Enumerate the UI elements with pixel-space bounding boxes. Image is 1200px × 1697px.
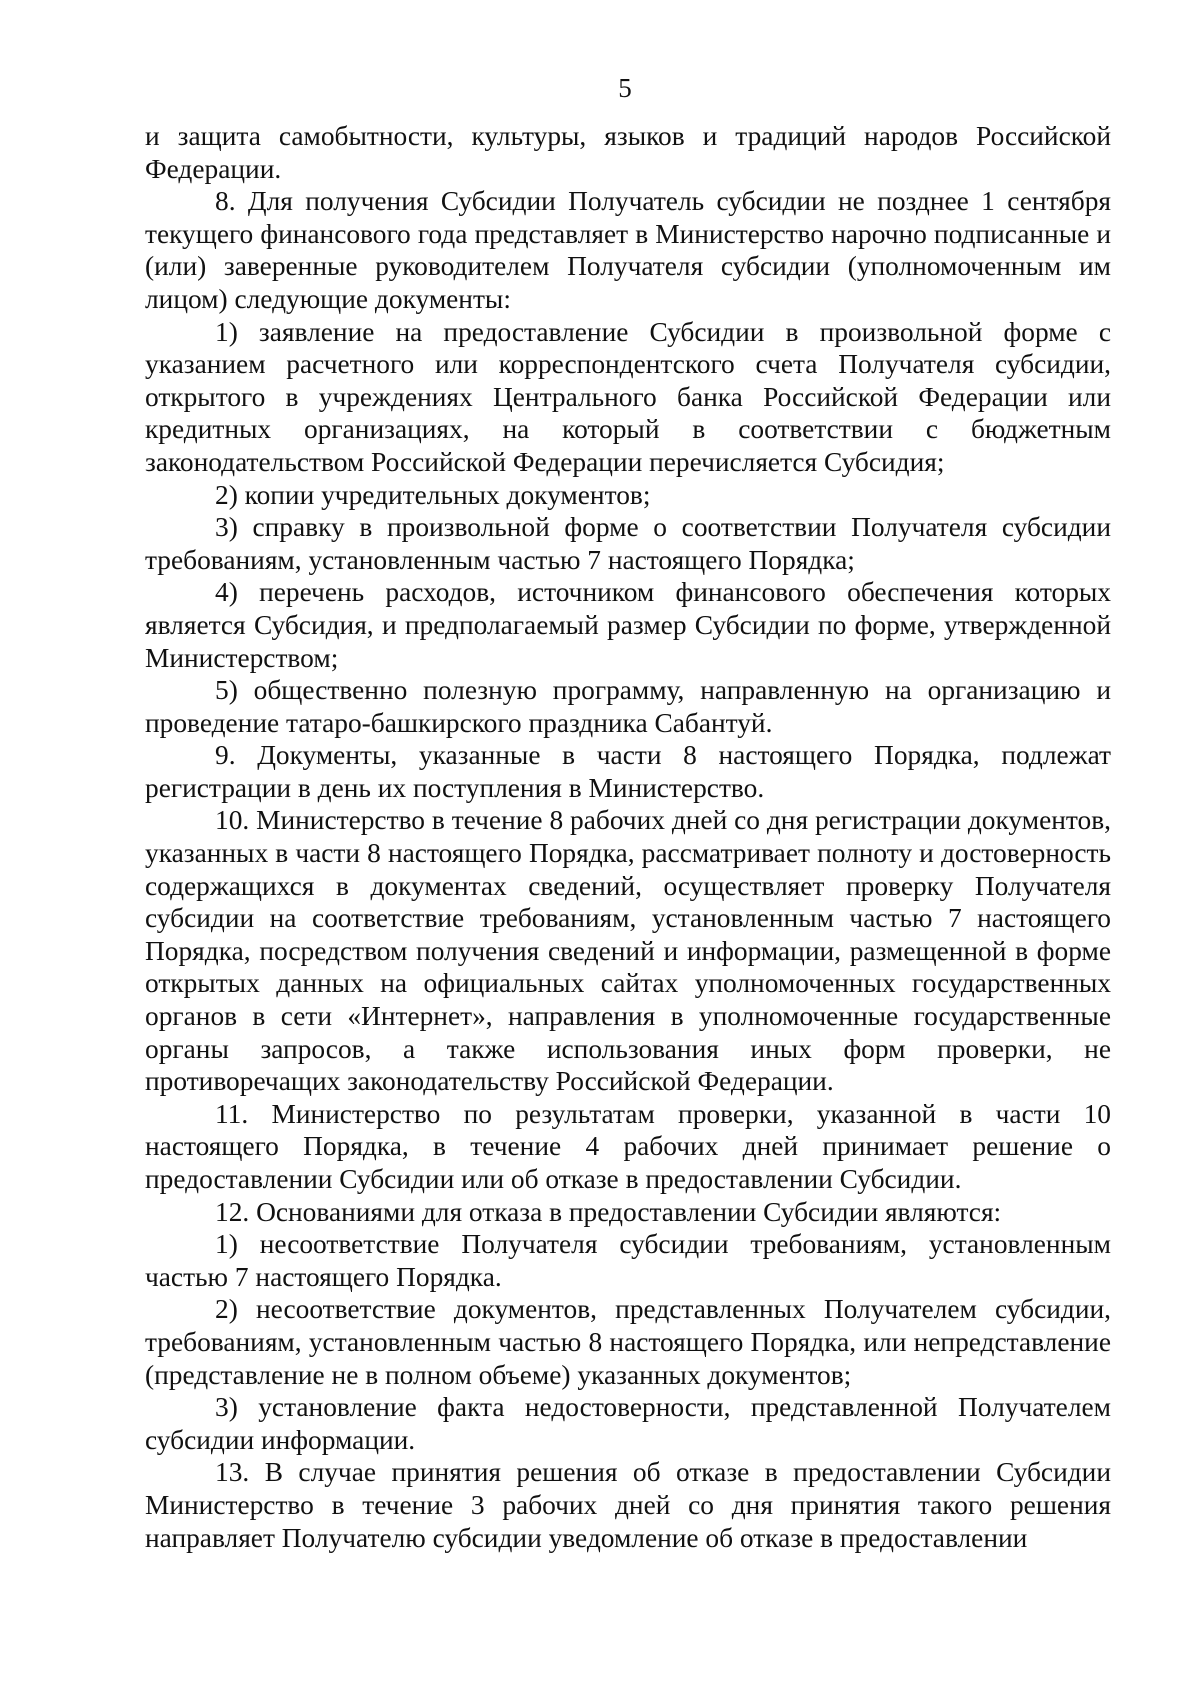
paragraph-item-12: 12. Основаниями для отказа в предоставлении Субсидии являются: xyxy=(215,1196,1002,1227)
paragraph-item-13: 13. В случае принятия решения об отказе в предоставлении Субсидии Министерство в течение 3 рабочих дней со дня принятия такого решения направляет Получателю субсидии уведомление об отказе в предоставлении xyxy=(145,1457,1111,1553)
paragraph-subitem-12-1: 1) несоответствие Получателя субсидии требованиям, установленным частью 7 настоящего Порядка. xyxy=(145,1229,1111,1292)
document-body xyxy=(145,120,1111,1554)
paragraph-continuation: и защита самобытности, культуры, языков и традиций народов Российской Федерации. xyxy=(145,121,1111,184)
paragraph-subitem-12-2: 2) несоответствие документов, представленных Получателем субсидии, требованиям, установленным частью 8 настоящего Порядка, или непредставление (представление не в полном объеме) указанных документов; xyxy=(145,1294,1111,1390)
paragraph-subitem-8-4: 4) перечень расходов, источником финансового обеспечения которых является Субсидия, и предполагаемый размер Субсидии по форме, утвержденной Министерством; xyxy=(145,577,1111,673)
paragraph-item-9: 9. Документы, указанные в части 8 настоящего Порядка, подлежат регистрации в день их поступления в Министерство. xyxy=(145,740,1111,803)
paragraph-item-10: 10. Министерство в течение 8 рабочих дней со дня регистрации документов, указанных в части 8 настоящего Порядка, рассматривает полноту и достоверность содержащихся в документах сведений, осуществляет проверку Получателя субсидии на соответствие требованиям, установленным частью 7 настоящего Порядка, посредством получения сведений и информации, размещенной в форме открытых данных на официальных сайтах уполномоченных государственных органов в сети «Интернет», направления в уполномоченные государственные органы запросов, а также использования иных форм проверки, не противоречащих законодательству Российской Федерации. xyxy=(145,805,1111,1097)
paragraph-subitem-8-2: 2) копии учредительных документов; xyxy=(215,479,651,510)
paragraph-item-8: 8. Для получения Субсидии Получатель субсидии не позднее 1 сентября текущего финансового года представляет в Министерство нарочно подписанные и (или) заверенные руководителем Получателя субсидии (уполномоченным им лицом) следующие документы: xyxy=(145,186,1111,314)
paragraph-subitem-8-3: 3) справку в произвольной форме о соответствии Получателя субсидии требованиям, установленным частью 7 настоящего Порядка; xyxy=(145,512,1111,575)
page-number: 5 xyxy=(618,73,632,103)
paragraph-item-11: 11. Министерство по результатам проверки, указанной в части 10 настоящего Порядка, в течение 4 рабочих дней принимает решение о предоставлении Субсидии или об отказе в предоставлении Субсидии. xyxy=(145,1098,1111,1194)
paragraph-subitem-12-3: 3) установление факта недостоверности, представленной Получателем субсидии информации. xyxy=(145,1392,1111,1455)
paragraph-subitem-8-1: 1) заявление на предоставление Субсидии в произвольной форме с указанием расчетного или корреспондентского счета Получателя субсидии, открытого в учреждениях Центрального банка Российской Федерации или кредитных организациях, на который в соответствии с бюджетным законодательством Российской Федерации перечисляется Субсидия; xyxy=(145,316,1111,477)
paragraph-subitem-8-5: 5) общественно полезную программу, направленную на организацию и проведение татаро-башкирского праздника Сабантуй. xyxy=(145,675,1111,738)
